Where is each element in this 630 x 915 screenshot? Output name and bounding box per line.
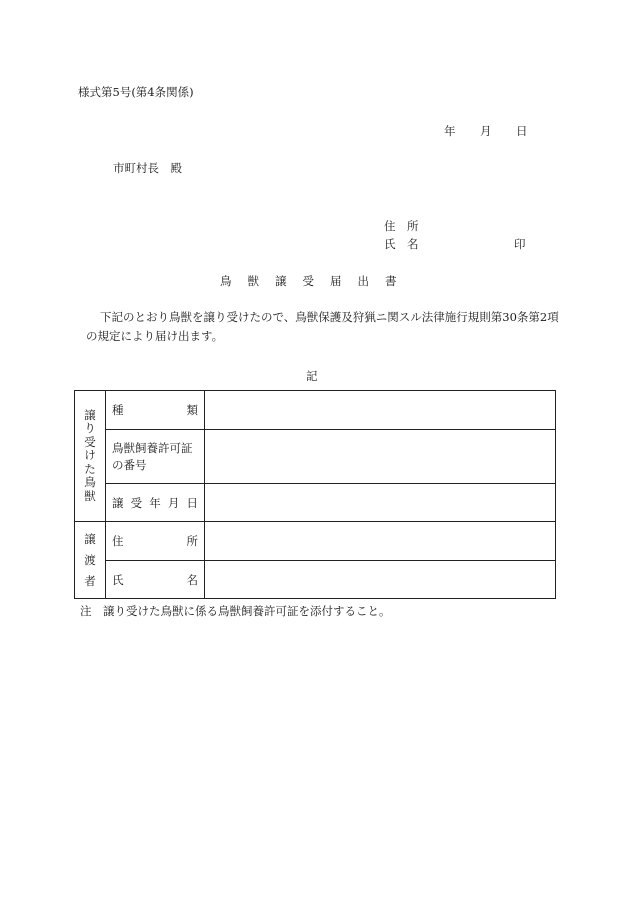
title-char: 書 bbox=[385, 274, 397, 288]
applicant-name-label: 氏 名 bbox=[384, 237, 419, 251]
title-char: 獣 bbox=[247, 274, 259, 288]
form-number: 様式第5号(第4条関係) bbox=[78, 85, 194, 99]
date-year-label: 年 bbox=[444, 124, 456, 138]
species-value-cell[interactable] bbox=[205, 391, 556, 430]
permit-number-value-cell[interactable] bbox=[205, 430, 556, 484]
transfer-date-label: 譲 受 年 月 日 bbox=[106, 484, 205, 522]
transferor-group-label: 譲渡者 bbox=[75, 522, 106, 599]
date-month-label: 月 bbox=[480, 124, 492, 138]
received-animal-group-label: 譲り受けた鳥獣 bbox=[75, 391, 106, 522]
ki-heading: 記 bbox=[306, 369, 318, 383]
applicant-address-label: 住 所 bbox=[384, 219, 419, 233]
seal-mark: 印 bbox=[514, 237, 526, 251]
title-char: 出 bbox=[357, 274, 369, 288]
transferor-name-label: 氏 名 bbox=[106, 561, 205, 599]
footnote: 注 譲り受けた鳥獣に係る鳥獣飼養許可証を添付すること。 bbox=[80, 604, 391, 618]
document-title bbox=[220, 273, 413, 289]
transferor-address-label: 住 所 bbox=[106, 522, 205, 561]
detail-table bbox=[74, 390, 556, 599]
title-char: 譲 bbox=[275, 274, 287, 288]
species-label: 種 類 bbox=[106, 391, 205, 430]
permit-number-label: 鳥獣飼養許可証の番号 bbox=[106, 430, 205, 484]
title-char: 鳥 bbox=[220, 274, 232, 288]
title-char: 受 bbox=[302, 274, 314, 288]
transferor-name-value-cell[interactable] bbox=[205, 561, 556, 599]
addressee: 市町村長 殿 bbox=[113, 161, 182, 175]
body-paragraph: 下記のとおり鳥獣を譲り受けたので、鳥獣保護及狩猟ニ関スル法律施行規則第30条第2項の規定により届け出ます。 bbox=[86, 310, 559, 343]
transfer-date-value-cell[interactable] bbox=[205, 484, 556, 522]
date-day-label: 日 bbox=[516, 124, 528, 138]
transferor-address-value-cell[interactable] bbox=[205, 522, 556, 561]
title-char: 届 bbox=[330, 274, 342, 288]
